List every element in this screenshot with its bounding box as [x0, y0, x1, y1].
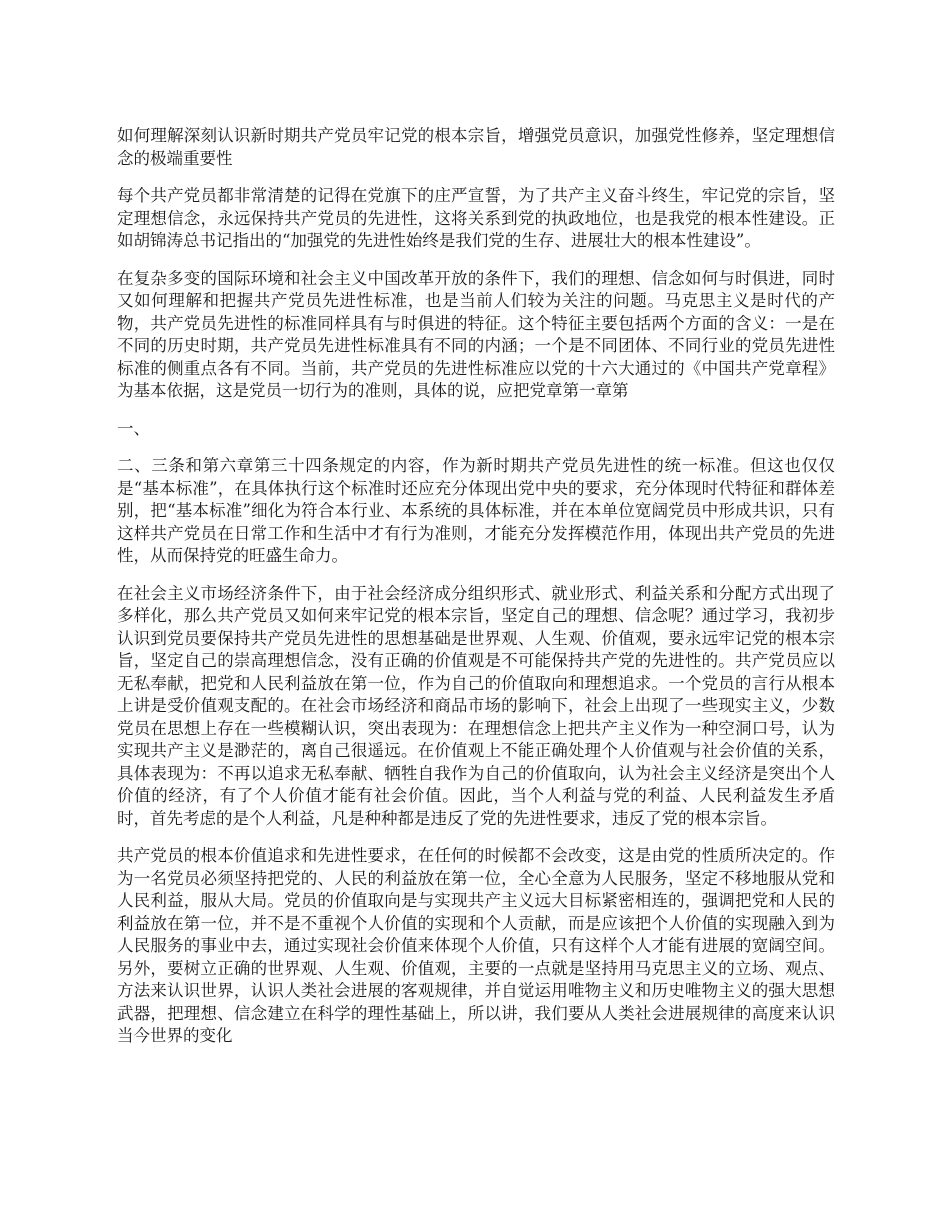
paragraph-standards: 在复杂多变的国际环境和社会主义中国改革开放的条件下，我们的理想、信念如何与时俱进，同时又如何理解和把握共产党员先进性标准，也是当前人们较为关注的问题。马克思主义是时代的产物，共产党员先进性的标准同样具有与时俱进的特征。这个特征主要包括两个方面的含义：一是在不同的历史时期，共产党员先进性标准具有不同的内涵；一个是不同团体、不同行业的党员先进性标准的侧重点各有不同。当前，共产党员的先进性标准应以党的十六大通过的《中国共产党章程》为基本依据，这是党员一切行为的准则，具体的说，应把党章第一章第 [117, 268, 835, 400]
paragraph-item-one: 一、 [117, 418, 150, 438]
paragraph-basic-standard: 二、三条和第六章第三十四条规定的内容，作为新时期共产党员先进性的统一标准。但这也仅仅是“基本标准”，在具体执行这个标准时还应充分体现出党中央的要求，充分体现时代特征和群体差别，把“基本标准”细化为符合本行业、本系统的具体标准，并在本单位宽阔党员中形成共识，只有这样共产党员在日常工作和生活中才有行为准则，才能充分发挥模范作用，体现出共产党员的先进性，从而保持党的旺盛生命力。 [117, 456, 835, 565]
document-page [117, 125, 835, 1063]
paragraph-oath: 每个共产党员都非常清楚的记得在党旗下的庄严宣誓，为了共产主义奋斗终生，牢记党的宗旨，坚定理想信念，永远保持共产党员的先进性，这将关系到党的执政地位，也是我党的根本性建设。正如胡锦涛总书记指出的“加强党的先进性始终是我们党的生存、进展壮大的根本性建设”。 [117, 186, 835, 250]
paragraph-market-economy: 在社会主义市场经济条件下，由于社会经济成分组织形式、就业形式、利益关系和分配方式出现了多样化，那么共产党员又如何来牢记党的根本宗旨，坚定自己的理想、信念呢？通过学习，我初步认识到党员要保持共产党员先进性的思想基础是世界观、人生观、价值观，要永远牢记党的根本宗旨，坚定自己的崇高理想信念，没有正确的价值观是不可能保持共产党的先进性的。共产党员应以无私奉献，把党和人民利益放在第一位，作为自己的价值取向和理想追求。一个党员的言行从根本上讲是受价值观支配的。在社会市场经济和商品市场的影响下，社会上出现了一些现实主义，少数党员在思想上存在一些模糊认识，突出表现为：在理想信念上把共产主义作为一种空洞口号，认为实现共产主义是渺茫的，离自己很遥远。在价值观上不能正确处理个人价值观与社会价值的关系，具体表现为：不再以追求无私奉献、牺牲自我作为自己的价值取向，认为社会主义经济是突出个人价值的经济，有了个人价值才能有社会价值。因此，当个人利益与党的利益、人民利益发生矛盾时，首先考虑的是个人利益，凡是种种都是违反了党的先进性要求，违反了党的根本宗旨。 [117, 583, 835, 828]
document-title: 如何理解深刻认识新时期共产党员牢记党的根本宗旨，增强党员意识，加强党性修养，坚定理想信念的极端重要性 [117, 126, 835, 168]
paragraph-fundamental-values: 共产党员的根本价值追求和先进性要求，在任何的时候都不会改变，这是由党的性质所决定的。作为一名党员必须坚持把党的、人民的利益放在第一位，全心全意为人民服务，坚定不移地服从党和人民利益，服从大局。党员的价值取向是与实现共产主义远大目标紧密相连的，强调把党和人民的利益放在第一位，并不是不重视个人价值的实现和个人贡献，而是应该把个人价值的实现融入到为人民服务的事业中去，通过实现社会价值来体现个人价值，只有这样个人才能有进展的宽阔空间。另外，要树立正确的世界观、人生观、价值观，主要的一点就是坚持用马克思主义的立场、观点、方法来认识世界，认识人类社会进展的客观规律，并自觉运用唯物主义和历史唯物主义的强大思想武器，把理想、信念建立在科学的理性基础上，所以讲，我们要从人类社会进展规律的高度来认识当今世界的变化 [117, 846, 835, 1045]
